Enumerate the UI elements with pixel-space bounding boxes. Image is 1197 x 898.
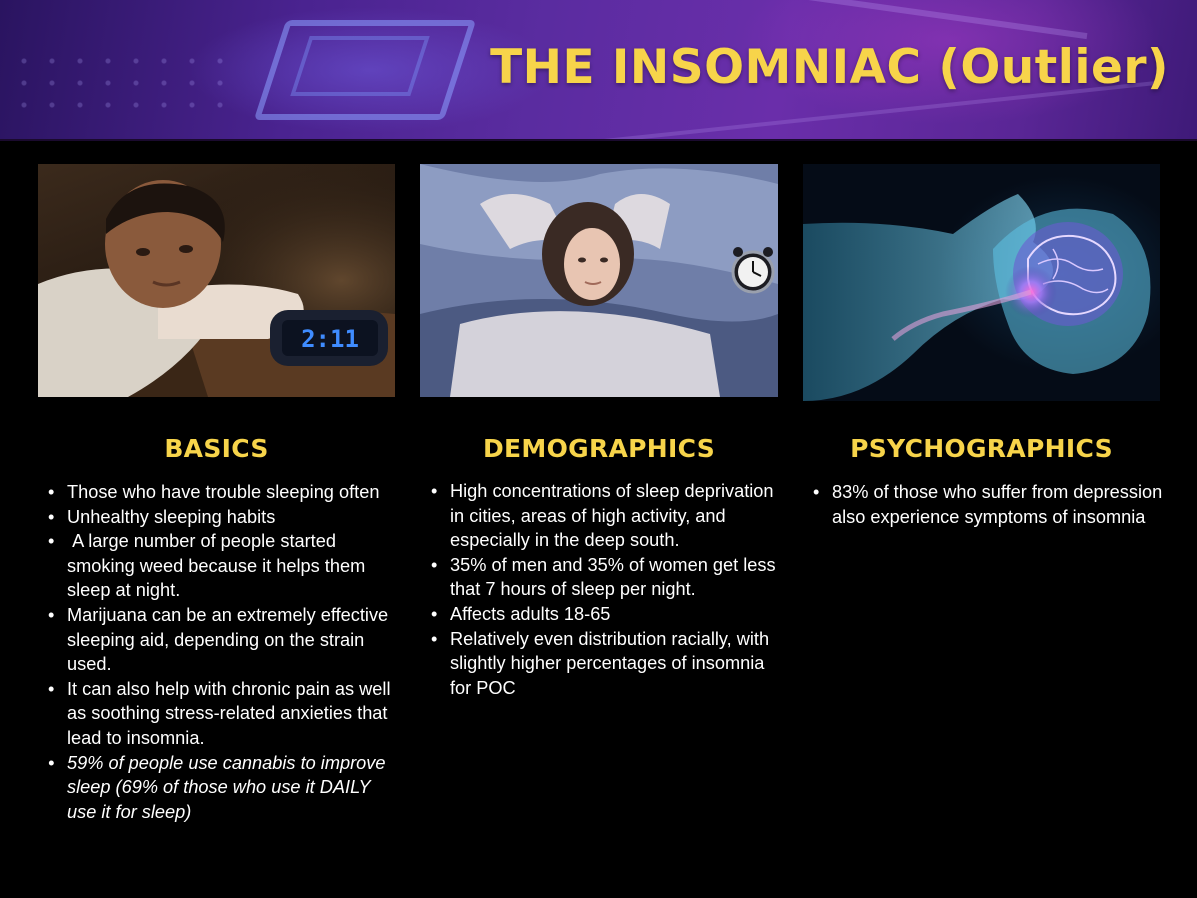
basics-bullet: • Those who have trouble sleeping often xyxy=(48,480,393,505)
clock-display-text: 2:11 xyxy=(301,325,359,353)
basics-bullet-stat: • 59% of people use cannabis to improve sleep (69% of those who use it DAILY use it for sleep) xyxy=(48,751,393,825)
photo-woman-in-bed xyxy=(420,164,778,397)
banner-decoration-frame-inner xyxy=(290,36,429,96)
banner-decoration-beam xyxy=(473,0,1088,39)
basics-bullet: • Unhealthy sleeping habits xyxy=(48,505,393,530)
demographics-bullet: • Affects adults 18-65 xyxy=(431,602,776,627)
demographics-bullet: • High concentrations of sleep deprivation in cities, areas of high activity, and especially in the deep south. xyxy=(431,479,776,553)
photo-man-with-alarm-clock xyxy=(38,164,395,397)
demographics-list xyxy=(431,479,776,700)
page-title: THE INSOMNIAC (Outlier) xyxy=(490,40,1169,95)
basics-bullet: • A large number of people started smoking weed because it helps them sleep at night. xyxy=(48,529,393,603)
photo-glowing-brain xyxy=(803,164,1160,401)
basics-list xyxy=(48,480,393,824)
basics-bullet: • Marijuana can be an extremely effective sleeping aid, depending on the strain used. xyxy=(48,603,393,677)
demographics-heading: DEMOGRAPHICS xyxy=(482,434,716,463)
demographics-bullet: • Relatively even distribution racially, with slightly higher percentages of insomnia for POC xyxy=(431,627,776,701)
psychographics-list xyxy=(813,480,1163,529)
demographics-bullet: • 35% of men and 35% of women get less that 7 hours of sleep per night. xyxy=(431,553,776,602)
photo-brain-illustration xyxy=(803,164,1160,401)
psychographics-bullet: • 83% of those who suffer from depression also experience symptoms of insomnia xyxy=(813,480,1163,529)
banner-decoration-dots xyxy=(10,50,230,110)
photo-man-illustration xyxy=(38,164,395,397)
photo-woman-illustration xyxy=(420,164,778,397)
basics-bullet: • It can also help with chronic pain as well as soothing stress-related anxieties that lead to insomnia. xyxy=(48,677,393,751)
psychographics-heading: PSYCHOGRAPHICS xyxy=(850,434,1113,463)
basics-heading: BASICS xyxy=(164,434,269,463)
title-banner xyxy=(0,0,1197,141)
